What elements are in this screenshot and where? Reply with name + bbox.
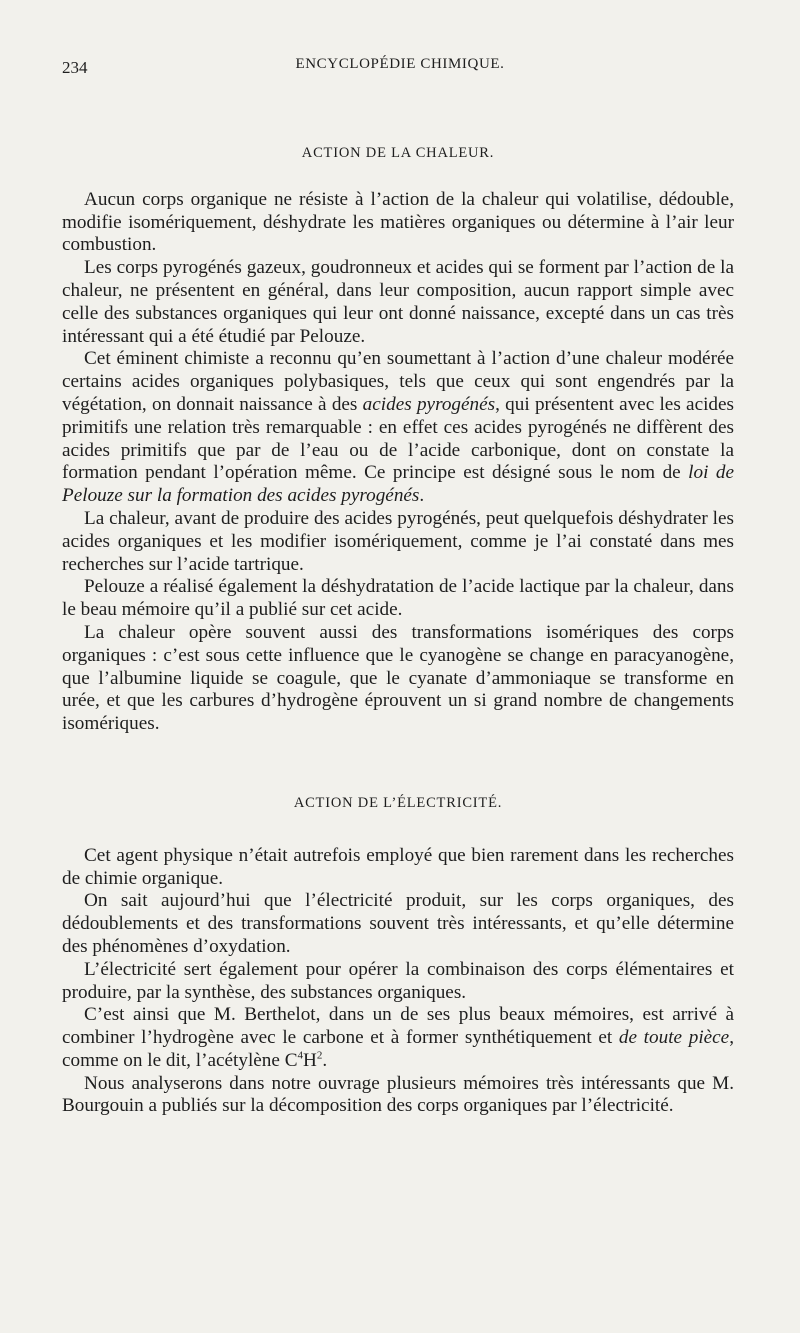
- text-run: .: [419, 485, 425, 507]
- text-run: .: [322, 1049, 328, 1071]
- section-title: ACTION DE LA CHALEUR.: [301, 145, 495, 161]
- paragraph: [62, 348, 734, 508]
- paragraph: [62, 845, 734, 891]
- superscript-text: 4: [297, 1049, 303, 1062]
- paragraph: [62, 189, 734, 257]
- running-head: [62, 56, 738, 80]
- text-run: Aucun corps organique ne résiste à l’action de la chaleur qui volatilise, dédouble, modifie isomériquement, déshydrate les matières organiques ou détermine à l’air leur combustion.: [62, 188, 734, 256]
- text-run: La chaleur opère souvent aussi des transformations isomériques des corps organiques : c’est sous cette influence que le cyanogène se change en paracyanogène, que l’albumine liquide se coagule, que le cyanate d’ammoniaque se transforme en urée, et que les carbures d’hydrogène éprouvent un si grand nombre de changements isomériques.: [62, 621, 734, 735]
- text-run: La chaleur, avant de produire des acides pyrogénés, peut quelquefois déshydrater les acides organiques et les modifier isomériquement, comme je l’ai constaté dans mes recherches sur l’acide tartrique.: [62, 507, 734, 575]
- text-run: Cet éminent chimiste a reconnu qu’en soumettant à l’action d’une chaleur modérée certains acides organiques polybasiques, tels que ceux qui sont engendrés par la végétation, on donnait naissance à des: [62, 348, 734, 415]
- italic-text: de toute pièce: [618, 1027, 730, 1049]
- text-run: H: [303, 1049, 317, 1071]
- text-run: Cet agent physique n’était autrefois employé que bien rarement dans les recherches de chimie organique.: [62, 844, 734, 889]
- paragraph: [62, 576, 734, 622]
- section-heat: [62, 142, 734, 736]
- text-run: On sait aujourd’hui que l’électricité produit, sur les corps organiques, des dédoublements et des transformations souvent très intéressants, et qu’elle détermine des phénomènes d’oxydation.: [62, 890, 734, 957]
- italic-text: acides pyrogénés: [362, 393, 496, 415]
- italic-text: loi de Pelouze sur la formation des acides pyrogénés: [62, 462, 734, 507]
- text-run: Nous analyserons dans notre ouvrage plusieurs mémoires très intéressants que M. Bourgouin a publiés sur la décomposition des corps organiques par l’électricité.: [62, 1072, 734, 1117]
- section-title: ACTION DE L’ÉLECTRICITÉ.: [293, 794, 503, 811]
- paragraph: [62, 959, 734, 1005]
- paragraph: [62, 890, 734, 958]
- page-number: 234: [62, 58, 88, 77]
- text-run: Les corps pyrogénés gazeux, goudronneux et acides qui se forment par l’action de la chaleur, ne présentent en général, dans leur composition, aucun rapport simple avec celle des substances organiques qui leur ont donné naissance, excepté dans un cas très intéressant qui a été étudié par Pelouze.: [62, 257, 734, 347]
- running-title: ENCYCLOPÉDIE CHIMIQUE.: [295, 56, 505, 72]
- paragraph: [62, 622, 734, 736]
- text-run: Pelouze a réalisé également la déshydratation de l’acide lactique par la chaleur, dans le beau mémoire qu’il a publié sur cet acide.: [62, 576, 734, 621]
- text-run: L’électricité sert également pour opérer la combinaison des corps élémentaires et produire, par la synthèse, des substances organiques.: [62, 958, 734, 1003]
- paragraph: [62, 508, 734, 576]
- text-run: C’est ainsi que M. Berthelot, dans un de ses plus beaux mémoires, est arrivé à combiner l’hydrogène avec le carbone et à former synthétiquement et: [62, 1004, 734, 1049]
- text-run: , comme on le dit, l’acétylène C: [62, 1027, 734, 1071]
- section-electricity: [62, 792, 734, 1118]
- superscript-text: 2: [316, 1049, 323, 1062]
- page-body: [62, 142, 734, 1118]
- section-paragraphs: [62, 845, 734, 1119]
- paragraph: [62, 1073, 734, 1119]
- text-run: , qui présentent avec les acides primitifs une relation très remarquable : en effet ces acides pyrogénés ne diffèrent des acides primitifs que par de l’eau ou de l’acide carbonique, dont on constate la formation pendant l’opération même. Ce principe est désigné sous le nom de: [62, 393, 734, 484]
- section-paragraphs: [62, 189, 734, 736]
- paragraph: [62, 257, 734, 348]
- paragraph: [62, 1004, 734, 1072]
